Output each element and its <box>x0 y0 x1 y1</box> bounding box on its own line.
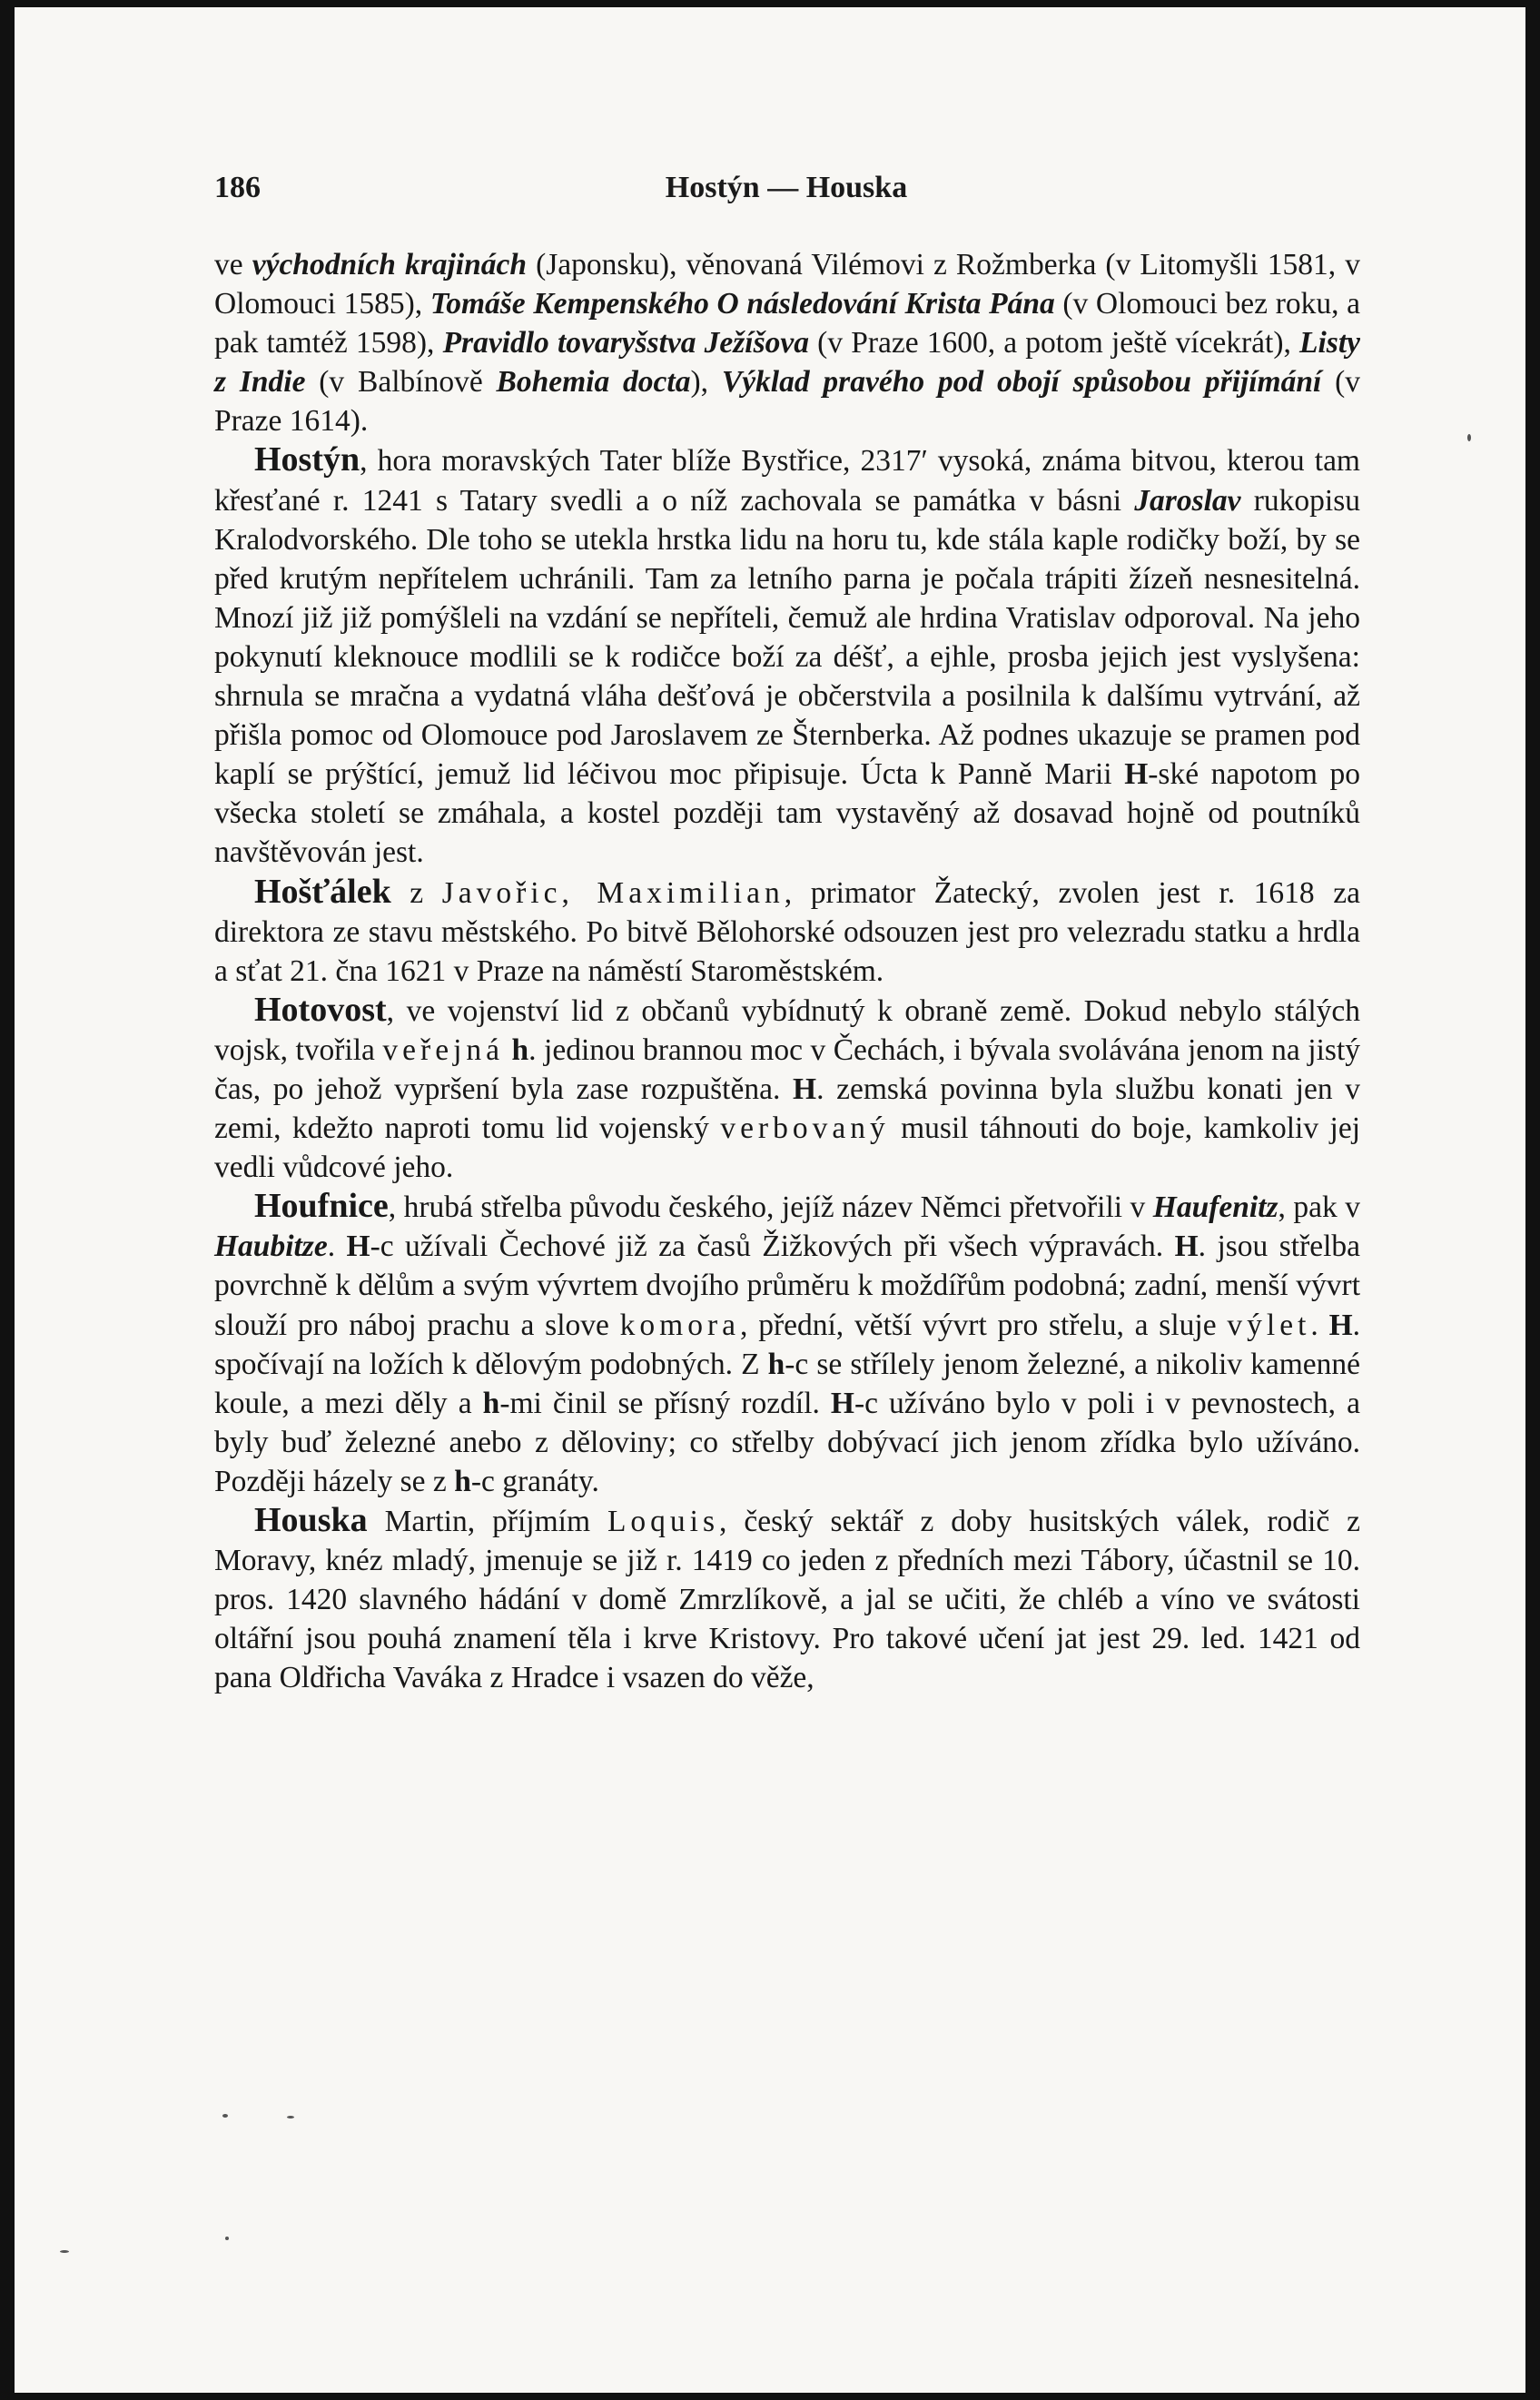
text-run: -c se střílely jenom železné, a nikoliv kamenné koule, a mezi děly a <box>214 1347 1360 1420</box>
title-italic: Jaroslav <box>1134 483 1241 518</box>
scan-speck <box>1467 434 1471 441</box>
scan-speck <box>225 2237 229 2240</box>
title-italic: Pravidlo tovaryšstva Ježíšova <box>442 326 810 360</box>
text-run: , přední, větší vývrt pro střelu, a sluje <box>740 1308 1228 1342</box>
entry-hostalek <box>214 873 1360 991</box>
text-run: , primator Žatecký, zvolen jest r. 1618 za direktora ze stavu městského. Po bitvě Bělohorské odsouzen jest pro velezradu statku a hrdla a sťat 21. čna 1621 v Praze na náměstí Staroměstském. <box>214 875 1361 988</box>
foreign-term: Haubitze <box>214 1230 328 1264</box>
text-run: musil táhnouti do boje, kamkoliv jej vedli vůdcové jeho. <box>214 1111 1360 1185</box>
text-run: ve <box>214 248 252 281</box>
title-italic: Bohemia docta <box>496 365 691 400</box>
abbrev-bold: h <box>482 1386 500 1420</box>
headword: Hotovost <box>254 990 387 1029</box>
text-run: ), <box>690 365 722 400</box>
scan-speck <box>60 2250 69 2253</box>
spaced-term: verbovaný <box>720 1111 890 1146</box>
text-run: -mi činil se přísný rozdíl. <box>499 1386 831 1420</box>
text-run: , český sektář z doby husitských válek, rodič z Moravy, knéz mladý, jmenuje se již r. 1419 co jeden z předních mezi Tábory, účastnil se 10. pros. 1420 slavného hádání v domě Zmrzlíkově, a jal se učiti, že chléb a víno ve svátosti oltářní jsou pouhá znamení těla i krve Kristovy. Pro takové učení jat jest 29. led. 1421 od pana Oldřicha Vaváka z Hradce i vsazen do věže, <box>214 1505 1360 1695</box>
text-run: rukopisu Kralodvorského. Dle toho se utekla hrstka lidu na horu tu, kde stála kaple rodičky boží, by se před krutým nepřítelem uchránili. Tam za letního parna je počala trápiti žízeň nesnesitelná. Mnozí již již pomýšleli na vzdání se nepříteli, čemuž ale hrdina Vratislav odporoval. Na jeho pokynutí kleknouce modlili se k rodičce boží za déšť, a ejhle, prosba jejich jest vyslyšena: shrnula se mračna a vydatná vláha dešťová je občerstvila a posilnila k dalšímu vytrvání, až přišla pomoc od Olomouce pod Jaroslavem ze Šternberka. Až podnes ukazuje se pramen pod kaplí se prýštící, jemuž lid léčivou moc připisuje. Úcta k Panně Marii <box>214 483 1361 792</box>
entry-hostyn <box>214 440 1360 872</box>
text-run: -c užívali Čechové již za časů Žižkových při všech výpravách. <box>370 1230 1175 1264</box>
headword: Houfnice <box>254 1187 389 1226</box>
text-run: , hrubá střelba původu českého, jejíž název Němci přetvořili v <box>388 1190 1153 1225</box>
page-header <box>214 171 1358 216</box>
scan-speck <box>222 2114 228 2118</box>
text-run: . spočívají na ložích k dělovým podobných. Z <box>214 1308 1360 1381</box>
page-number: 186 <box>214 171 261 204</box>
page <box>15 7 1525 2393</box>
text-run: . jedinou brannou moc v Čechách, i bývala svolávána jenom na jistý čas, po jehož vypršení byla zase rozpuštěna. <box>214 1032 1360 1106</box>
title-italic: Listy z Indie <box>214 326 1360 400</box>
title-italic: Tomáše Kempenského O následování Krista Pána <box>429 287 1055 321</box>
text-run: . jsou střelba povrchně k dělům a svým vývrtem dvojího průměru k moždířům podobná; zadní, menší vývrt slouží pro náboj prachu a slove <box>214 1230 1361 1342</box>
body-text <box>214 245 1360 1697</box>
text-run: -c užíváno bylo v poli i v pevnostech, a byly buď železné anebo z děloviny; co střelby dobývací jich jenom zřídka bylo užíváno. Později házely se z <box>214 1386 1360 1498</box>
text-run: , hora moravských Tater blíže Bystřice, 2317′ vysoká, známa bitvou, kterou tam křesťané r. 1241 s Tatary svedli a o níž zachovala se památka v básni <box>214 444 1360 518</box>
abbrev-bold: H <box>830 1386 854 1420</box>
abbrev-bold: H <box>1328 1308 1353 1342</box>
entry-hotovost <box>214 991 1360 1187</box>
text-run: . <box>327 1230 347 1264</box>
continued-paragraph <box>214 245 1360 440</box>
entry-houska <box>214 1501 1360 1697</box>
text-run: (Japonsku), věnovaná Vilémovi z Rožmberka (v Litomyšli 1581, v Olomouci 1585), <box>214 248 1360 321</box>
abbrev-bold: H <box>1174 1230 1199 1264</box>
text-run: . <box>1310 1308 1329 1342</box>
headword: Houska <box>254 1501 368 1539</box>
spaced-term: veřejná <box>382 1032 504 1067</box>
abbrev-bold: h <box>454 1464 471 1498</box>
spaced-term: výlet <box>1227 1308 1311 1342</box>
abbrev-bold: H <box>793 1072 817 1106</box>
abbrev-bold: h <box>767 1347 785 1381</box>
scan-speck <box>287 2116 294 2119</box>
text-run: -ské napotom po všecka století se zmáhala, a kostel později tam vystavěný až dosavad hojně od poutníků navštěvován jest. <box>214 757 1361 870</box>
text-run: (v Praze 1600, a potom ještě vícekrát), <box>809 326 1300 360</box>
abbrev-bold: H <box>346 1230 370 1264</box>
text-run: z <box>390 875 442 910</box>
text-run: (v Balbínově <box>305 365 497 400</box>
text-run: , ve vojenství lid z občanů vybídnutý k obraně země. Dokud nebylo stálých vojsk, tvořila <box>214 993 1360 1067</box>
title-italic: východních krajinách <box>252 248 527 281</box>
text-run: , pak v <box>1278 1190 1361 1225</box>
abbrev-bold: H <box>1124 757 1149 792</box>
text-run: . zemská povinna byla službu konati jen v zemi, kdežto naproti tomu lid vojenský <box>214 1072 1360 1146</box>
entry-houfnice <box>214 1187 1360 1501</box>
spaced-name: Loquis <box>607 1505 720 1538</box>
spaced-name: Javořic, Maximilian <box>441 875 785 910</box>
running-title: Hostýn — Houska <box>665 171 908 204</box>
text-run: (v Praze 1614). <box>214 365 1361 439</box>
headword: Hošťálek <box>254 872 391 911</box>
text-run: Martin, příjmím <box>367 1505 607 1538</box>
title-italic: Výklad pravého pod obojí spůsobou přijímání <box>721 365 1322 400</box>
foreign-term: Haufenitz <box>1152 1190 1278 1225</box>
text-run: (v Olomouci bez roku, a pak tamtéž 1598), <box>214 287 1361 360</box>
abbrev-bold: h <box>511 1032 529 1067</box>
spaced-term: komora <box>619 1308 741 1342</box>
text-run: -c granáty. <box>470 1464 599 1498</box>
headword: Hostýn <box>254 440 360 479</box>
